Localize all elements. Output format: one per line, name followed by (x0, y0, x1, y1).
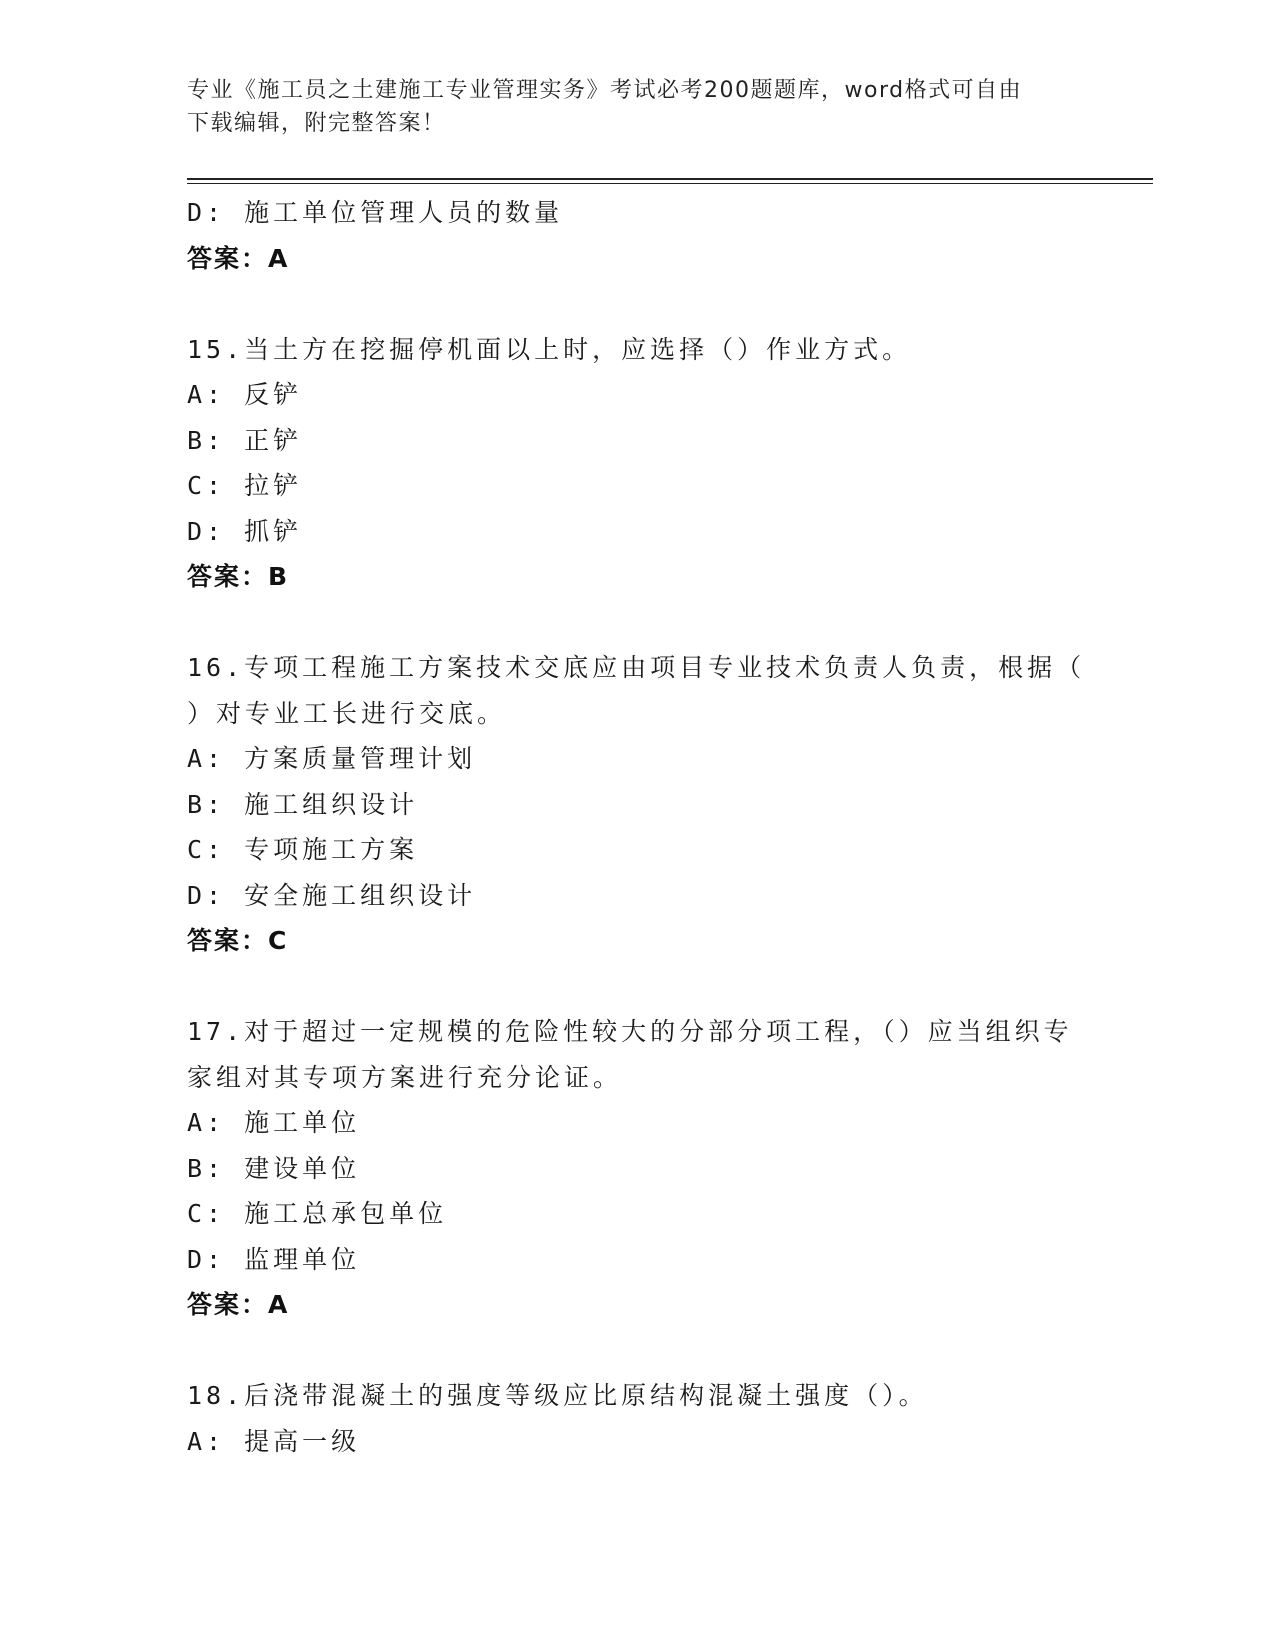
question-stem-line-2: 家组对其专项方案进行充分论证。 (187, 1062, 623, 1092)
option-b: B: 正铲 (187, 425, 303, 455)
answer: 答案：C (187, 926, 289, 955)
spacer (187, 600, 1087, 646)
prev-option-d: D: 施工单位管理人员的数量 (187, 198, 564, 227)
question-17 (187, 1009, 1087, 1328)
question-body (187, 190, 1087, 1464)
header-title-line-2: 下载编辑，附完整答案！ (187, 111, 446, 136)
option-c: C: 专项施工方案 (187, 835, 419, 864)
spacer (187, 1328, 1087, 1374)
option-d: D: 抓铲 (187, 516, 303, 546)
option-c: C: 施工总承包单位 (187, 1199, 448, 1228)
option-a: A: 施工单位 (187, 1108, 361, 1137)
question-stem-line-2: ）对专业工长进行交底。 (187, 698, 507, 728)
option-b: B: 施工组织设计 (187, 789, 419, 819)
header-rule-thick (187, 178, 1153, 180)
document-header (187, 74, 1067, 140)
question-stem-line-1: 17.对于超过一定规模的危险性较大的分部分项工程，（）应当组织专 (187, 1017, 1073, 1046)
option-d: D: 安全施工组织设计 (187, 880, 477, 910)
option-a: A: 方案质量管理计划 (187, 744, 477, 773)
question-15 (187, 327, 1087, 600)
header-rule-thin (187, 183, 1153, 184)
option-b: B: 建设单位 (187, 1153, 361, 1183)
question-stem-line-1: 16.专项工程施工方案技术交底应由项目专业技术负责人负责，根据（ (187, 653, 1086, 682)
prev-answer: 答案：A (187, 243, 290, 273)
option-d: D: 监理单位 (187, 1244, 361, 1274)
question-18 (187, 1373, 1087, 1464)
answer: 答案：B (187, 562, 290, 591)
option-a: A: 提高一级 (187, 1426, 361, 1456)
answer: 答案：A (187, 1290, 290, 1319)
spacer (187, 281, 1087, 327)
question-stem: 18.后浇带混凝土的强度等级应比原结构混凝土强度（）。 (187, 1381, 928, 1410)
spacer (187, 964, 1087, 1010)
header-title-line-1: 专业《施工员之土建施工专业管理实务》考试必考200题题库，word格式可自由 (187, 78, 1023, 103)
option-c: C: 拉铲 (187, 471, 303, 500)
option-a: A: 反铲 (187, 380, 303, 409)
question-16 (187, 645, 1087, 964)
question-stem: 15.当土方在挖掘停机面以上时，应选择（）作业方式。 (187, 334, 912, 364)
